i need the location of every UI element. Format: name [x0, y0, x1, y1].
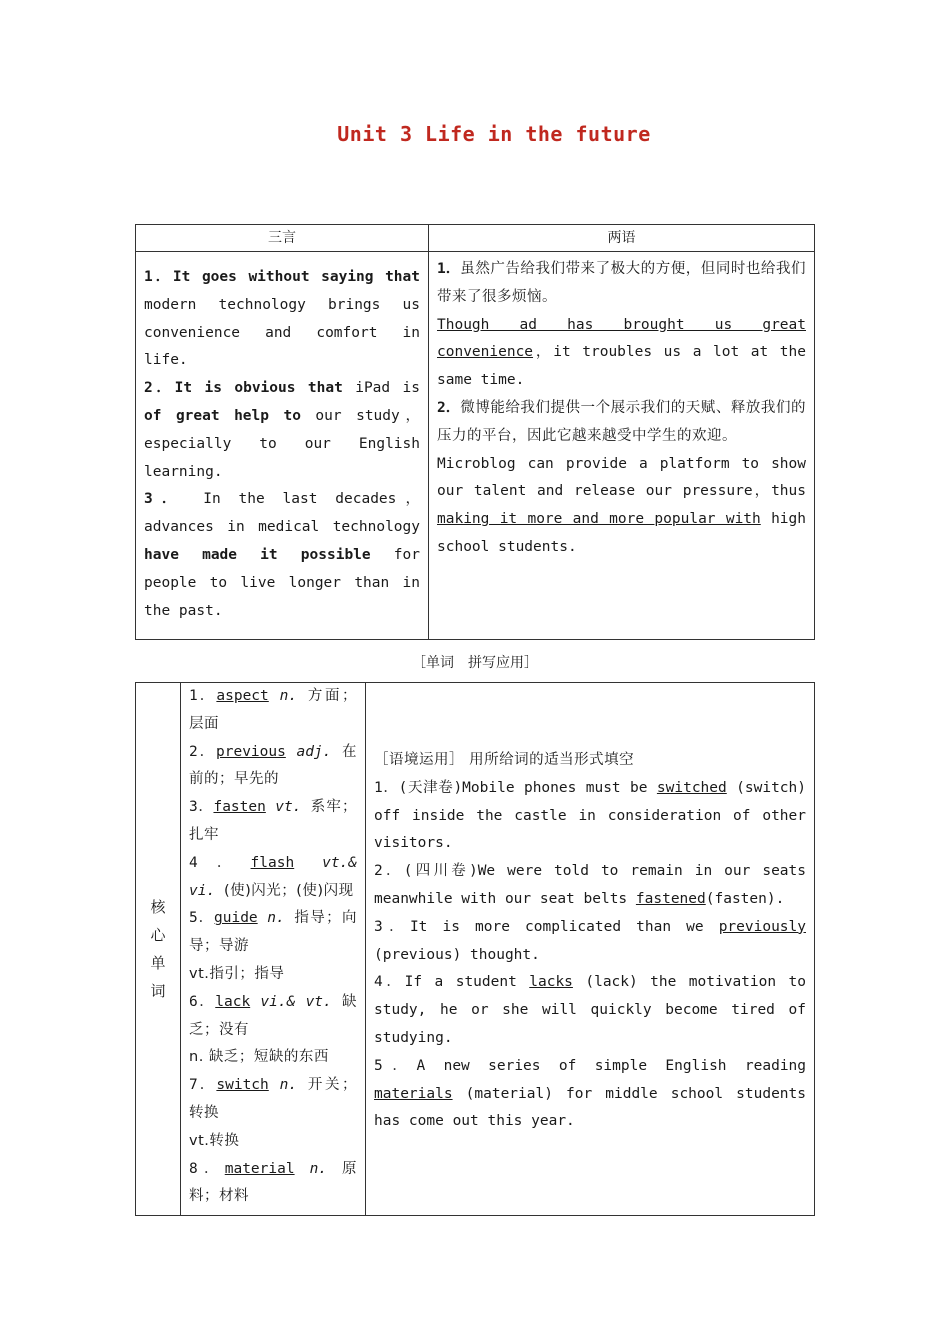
saying-1: 1．It goes without saying that modern technology brings us convenience and comfort in life.	[144, 269, 420, 369]
word-item: 7．switch n. 开关；转换	[189, 1077, 358, 1121]
section-title: ［单词 拼写应用］	[412, 655, 538, 671]
word-item: 1．aspect n. 方面；层面	[189, 688, 358, 732]
saying-3: 3． In the last decades，advances in medical technology have made it possible for people to live longer than in the past.	[144, 491, 420, 619]
right-header: 两语	[429, 225, 815, 252]
word-extra: vt.转换	[189, 1132, 240, 1149]
exercise-cell	[366, 683, 815, 1216]
exercise-item: 2．(四川卷)We were told to remain in our seats meanwhile with our seat belts fastened(fasten).	[374, 863, 806, 907]
word-item: 6．lack vi.& vt. 缺乏；没有	[189, 993, 358, 1038]
word-item: 5．guide n. 指导；向导；导游	[189, 910, 358, 955]
word-item: 4．flash vt.& vi. (使)闪光；(使)闪现	[189, 854, 358, 899]
left-header: 三言	[136, 225, 429, 252]
saying-2: 2．It is obvious that iPad is of great help to our study，especially to our English learning.	[144, 380, 421, 480]
translation-1: 1．虽然广告给我们带来了极大的方便，但同时也给我们带来了很多烦恼。	[437, 261, 806, 305]
word-extra: vt.指引；指导	[189, 965, 285, 982]
word-item: 2．previous adj. 在前的；早先的	[189, 743, 358, 788]
word-item: 8．material n. 原料；材料	[189, 1160, 358, 1205]
phrases-table	[135, 224, 815, 640]
exercise-item: 1．(天津卷)Mobile phones must be switched (switch) off inside the castle in consideration of other visitors.	[374, 779, 806, 852]
exercise-item: 4．If a student lacks (lack) the motivation to study, he or she will quickly become tired of studying.	[374, 974, 806, 1046]
translations-cell	[429, 252, 815, 640]
translation-2: 2．微博能给我们提供一个展示我们的天赋、释放我们的压力的平台，因此它越来越受中学生的欢迎。	[437, 399, 806, 444]
exercise-item: 5．A new series of simple English reading materials (material) for middle school students has come out this year.	[374, 1057, 807, 1130]
exercise-heading: ［语境运用］ 用所给词的适当形式填空	[374, 752, 635, 768]
translation-1-english: Though ad has brought us great convenience，it troubles us a lot at the same time.	[437, 316, 806, 389]
category-label: 核 心 单 词	[136, 683, 181, 1216]
word-list	[181, 683, 366, 1216]
translation-2-english: Microblog can provide a platform to show our talent and release our pressure，thus making it more and more popular with high school students.	[437, 455, 806, 555]
vocabulary-table	[135, 682, 815, 1216]
sayings-cell	[136, 252, 429, 640]
word-item: 3．fasten vt. 系牢；扎牢	[189, 799, 358, 843]
page-title: Unit 3 Life in the future	[337, 122, 651, 146]
exercise-item: 3．It is more complicated than we previously (previous) thought.	[374, 918, 806, 963]
word-extra: n. 缺乏；短缺的东西	[189, 1049, 329, 1066]
